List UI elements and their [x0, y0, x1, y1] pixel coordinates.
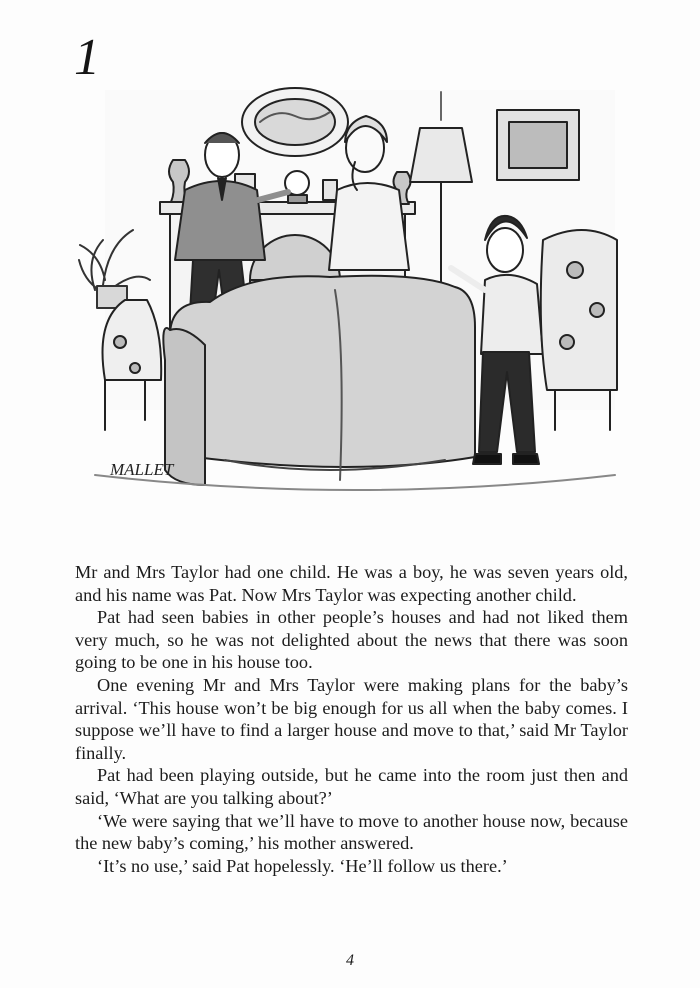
cartoon-illustration [75, 80, 635, 500]
paragraph-3: One evening Mr and Mrs Taylor were making plans for the baby’s arrival. ‘This house won’t be big enough for us all when the baby comes. I suppose we’ll have to find a larger house and move to that,’ said Mr Taylor finally. [75, 674, 628, 763]
page-number: 4 [346, 952, 354, 969]
paragraph-4: Pat had been playing outside, but he came into the room just then and said, ‘What are you talking about?’ [75, 765, 628, 808]
story-text [75, 561, 628, 877]
artist-signature: MALLET [110, 460, 174, 479]
sofa [163, 276, 475, 485]
paragraph-1: Mr and Mrs Taylor had one child. He was a boy, he was seven years old, and his name was Pat. Now Mrs Taylor was expecting another child. [75, 562, 628, 605]
paragraph-2: Pat had seen babies in other people’s houses and had not liked them very much, so he was not delighted about the news that there was soon going to be one in his house too. [75, 607, 628, 673]
wall-picture [497, 110, 579, 180]
paragraph-6: ‘It’s no use,’ said Pat hopelessly. ‘He’ll follow us there.’ [97, 855, 508, 876]
armchair-left [103, 300, 162, 430]
paragraph-5: ‘We were saying that we’ll have to move to another house now, because the new baby’s coming,’ his mother answered. [75, 810, 628, 854]
oval-mirror [242, 88, 348, 156]
chapter-number: 1 [74, 29, 100, 86]
